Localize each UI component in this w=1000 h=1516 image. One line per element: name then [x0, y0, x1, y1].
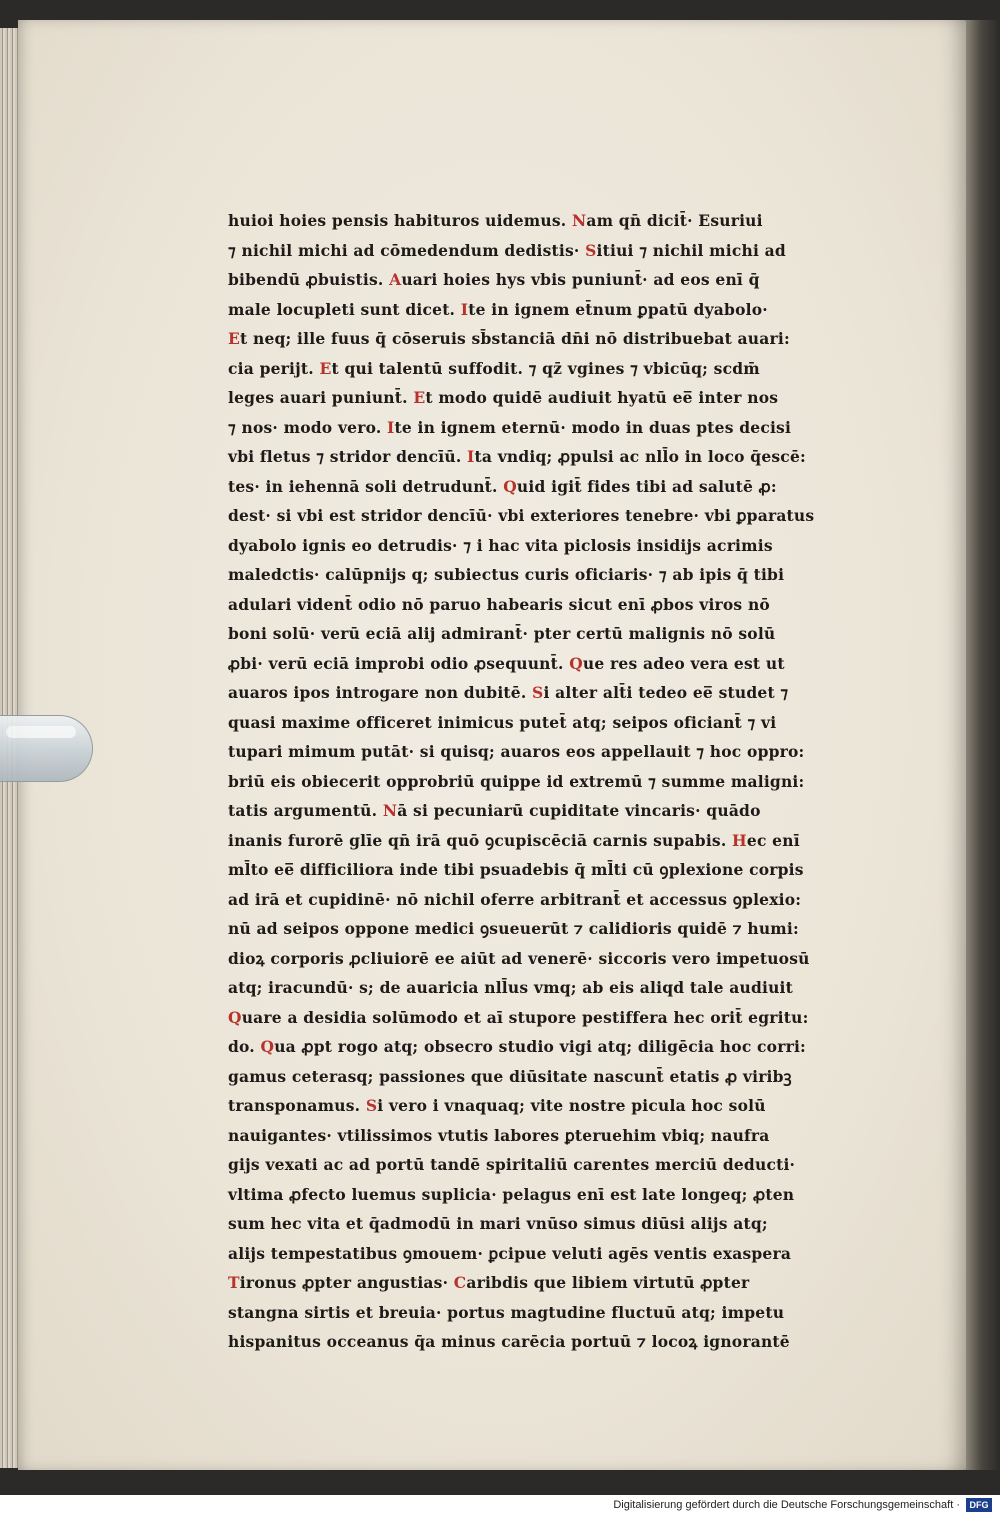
- text-line: Et neq; ille fuus q̄ cōseruis sb̄stanciā dn̄i nō distribuebat auari:: [228, 329, 790, 348]
- text-line: tupari mimum putāt· si quisq; auaros eos appellauit ⁊ hoc oppro:: [228, 742, 805, 761]
- incunable-text-block: [228, 206, 860, 1357]
- text-line: boni solū· verū eciā alij admirant̄· pter certū malignis nō solū: [228, 624, 776, 643]
- text-line: nauigantes· vtilissimos vtutis labores ꝑteruehim vbiq; naufra: [228, 1125, 770, 1145]
- text-line: quasi maxime officeret inimicus putet̄ atq; seipos oficiant̄ ⁊ vi: [228, 712, 777, 732]
- text-line: ml̄to ee̅ difficiliora inde tibi psuadebis q̄ ml̄ti cū ꝯplexione corpis: [228, 860, 804, 879]
- text-line: auaros ipos introgare non dubitē. Si alter alt̄i tedeo ee̅ studet ⁊: [228, 683, 789, 702]
- plastic-clip: [0, 715, 93, 782]
- binding-gutter: [966, 20, 1000, 1470]
- text-line: atq; iracundū· s; de auaricia nll̄us vmq; ab eis aliqd tale audiuit: [228, 978, 793, 997]
- dfg-logo-icon: DFG: [966, 1498, 992, 1512]
- text-line: briū eis obiecerit opprobriū quippe id extremū ⁊ summe maligni:: [228, 771, 805, 791]
- text-line: vbi fletus ⁊ stridor dencīū. Ita vndiq; ꝓpulsi ac nll̄o in loco q̄escē:: [228, 447, 806, 466]
- text-line: alijs tempestatibus ꝯmouem· ꝑcipue veluti agēs ventis exaspera: [228, 1243, 792, 1263]
- text-line: Tironus ꝓpter angustias· Caribdis que libiem virtutū ꝓpter: [228, 1273, 750, 1292]
- text-line: stangna sirtis et breuia· portus magtudine fluctuū atq; impetu: [228, 1302, 785, 1322]
- text-line: ad irā et cupidinē· nō nichil oferre arbitrant̄ et accessus ꝯplexio:: [228, 889, 802, 909]
- text-line: leges auari puniunt̄. Et modo quidē audiuit hyatū ee̅ inter nos: [228, 388, 779, 407]
- text-line: dest· si vbi est stridor dencīū· vbi exteriores tenebre· vbi ꝑparatus: [228, 506, 815, 525]
- text-line: hispanitus occeanus q̄a minus carēcia portuū ⁊ locoꝝ ignorantē: [228, 1332, 790, 1351]
- text-line: adulari vident̄ odio nō paruo habearis sicut enī ꝓbos viros nō: [228, 594, 770, 614]
- text-line: ⁊ nichil michi ad cōmedendum dedistis· Sitiui ⁊ nichil michi ad: [228, 240, 786, 260]
- footer-bar: [0, 1495, 1000, 1516]
- text-line: cia perijt. Et qui talentū suffodit. ⁊ qz̄ vgines ⁊ vbicūq; scdm̄: [228, 358, 760, 378]
- text-line: bibendū ꝓbuistis. Auari hoies hys vbis puniunt̄· ad eos enī q̄: [228, 270, 760, 289]
- text-line: transponamus. Si vero i vnaquaq; vite nostre picula hoc solū: [228, 1096, 766, 1115]
- text-line: do. Qua ꝓpt rogo atq; obsecro studio vigi atq; diligēcia hoc corri:: [228, 1037, 806, 1056]
- text-line: tes· in iehennā soli detrudunt̄. Quid igit̄ fides tibi ad salutē ꝓ:: [228, 476, 777, 496]
- text-line: male locupleti sunt dicet. Ite in ignem et̄num ꝑpatū dyabolo·: [228, 299, 768, 319]
- funding-credit: Digitalisierung gefördert durch die Deutsche Forschungsgemeinschaft ·: [613, 1499, 960, 1511]
- text-line: inanis furorē glīe qn̄ irā quō ꝯcupiscēciā carnis supabis. Hec enī: [228, 830, 800, 850]
- text-line: maledctis· calūpnijs q; subiectus curis oficiaris· ⁊ ab ipis q̄ tibi: [228, 565, 785, 584]
- text-line: nū ad seipos oppone medici ꝯsueuerūt ⁊ calidioris quidē ⁊ humi:: [228, 919, 799, 938]
- text-line: huioi hoies pensis habituros uidemus. Nam qn̄ dicit̄· Esuriui: [228, 211, 763, 230]
- text-line: dioꝝ corporis ꝓcliuiorē ee aiūt ad venerē· siccoris vero impetuosū: [228, 948, 810, 968]
- text-line: ꝓbi· verū eciā improbi odio ꝓsequunt̄. Que res adeo vera est ut: [228, 653, 785, 673]
- text-line: tatis argumentū. Nā si pecuniarū cupiditate vincaris· quādo: [228, 801, 761, 820]
- text-line: gamus ceterasq; passiones que diūsitate nascunt̄ etatis ꝓ viribꝫ: [228, 1066, 792, 1086]
- text-line: gijs vexati ac ad portū tandē spiritaliū carentes merciū deducti·: [228, 1155, 796, 1174]
- text-line: dyabolo ignis eo detrudis· ⁊ i hac vita piclosis insidijs acrimis: [228, 535, 773, 555]
- text-line: vltima ꝓfecto luemus suplicia· pelagus enī est late longeq; ꝓten: [228, 1184, 795, 1204]
- text-line: sum hec vita et q̄admodū in mari vnūso simus diūsi alijs atq;: [228, 1214, 768, 1233]
- text-line: Quare a desidia solūmodo et aī stupore pestiffera hec orit̄ egritu:: [228, 1007, 809, 1027]
- text-line: ⁊ nos· modo vero. Ite in ignem eternū· modo in duas ptes decisi: [228, 417, 792, 437]
